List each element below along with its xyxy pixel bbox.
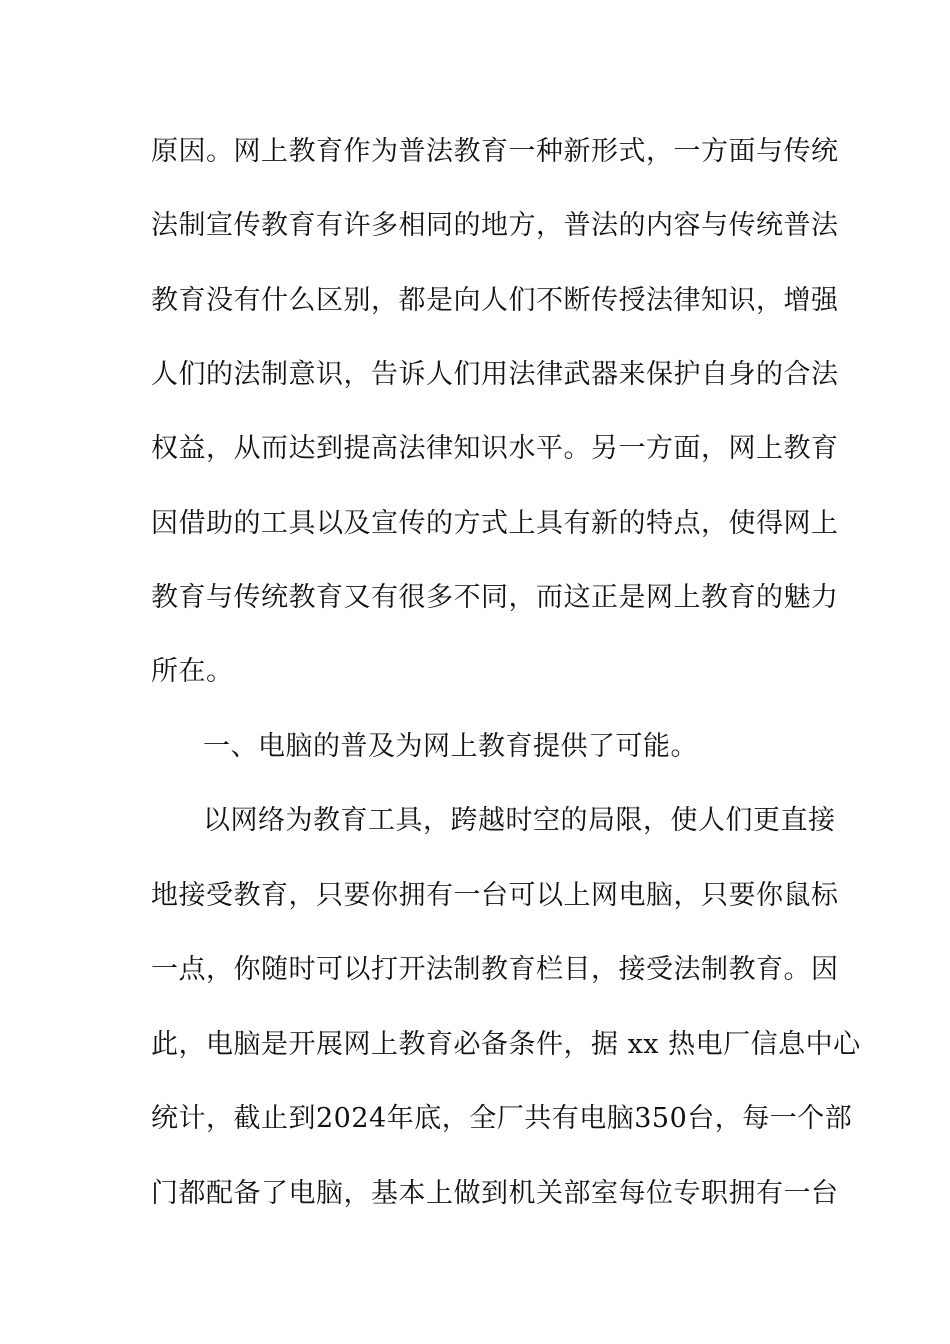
paragraph-line: 原因。网上教育作为普法教育一种新形式，一方面与传统 [151, 136, 839, 167]
paragraph-line: 门都配备了电脑，基本上做到机关部室每位专职拥有一台 [151, 1178, 839, 1209]
paragraph-line: 统计，截止到2024年底，全厂共有电脑350台，每一个部 [151, 1103, 853, 1134]
paragraph-line: 教育与传统教育又有很多不同，而这正是网上教育的魅力 [151, 582, 839, 613]
paragraph-line: 所在。 [151, 656, 234, 687]
section-heading: 一、电脑的普及为网上教育提供了可能。 [203, 731, 698, 762]
paragraph-line: 因借助的工具以及宣传的方式上具有新的特点，使得网上 [151, 508, 839, 539]
paragraph-line: 此，电脑是开展网上教育必备条件，据 xx 热电厂信息中心 [151, 1029, 861, 1060]
paragraph-line: 以网络为教育工具，跨越时空的局限，使人们更直接 [203, 805, 836, 836]
paragraph-line: 法制宣传教育有许多相同的地方，普法的内容与传统普法 [151, 210, 839, 241]
paragraph-line: 地接受教育，只要你拥有一台可以上网电脑，只要你鼠标 [151, 880, 839, 911]
paragraph-line: 人们的法制意识，告诉人们用法律武器来保护自身的合法 [151, 359, 839, 390]
paragraph-line: 教育没有什么区别，都是向人们不断传授法律知识，增强 [151, 285, 839, 316]
paragraph-line: 权益，从而达到提高法律知识水平。另一方面，网上教育 [151, 433, 839, 464]
paragraph-line: 一点，你随时可以打开法制教育栏目，接受法制教育。因 [151, 954, 839, 985]
